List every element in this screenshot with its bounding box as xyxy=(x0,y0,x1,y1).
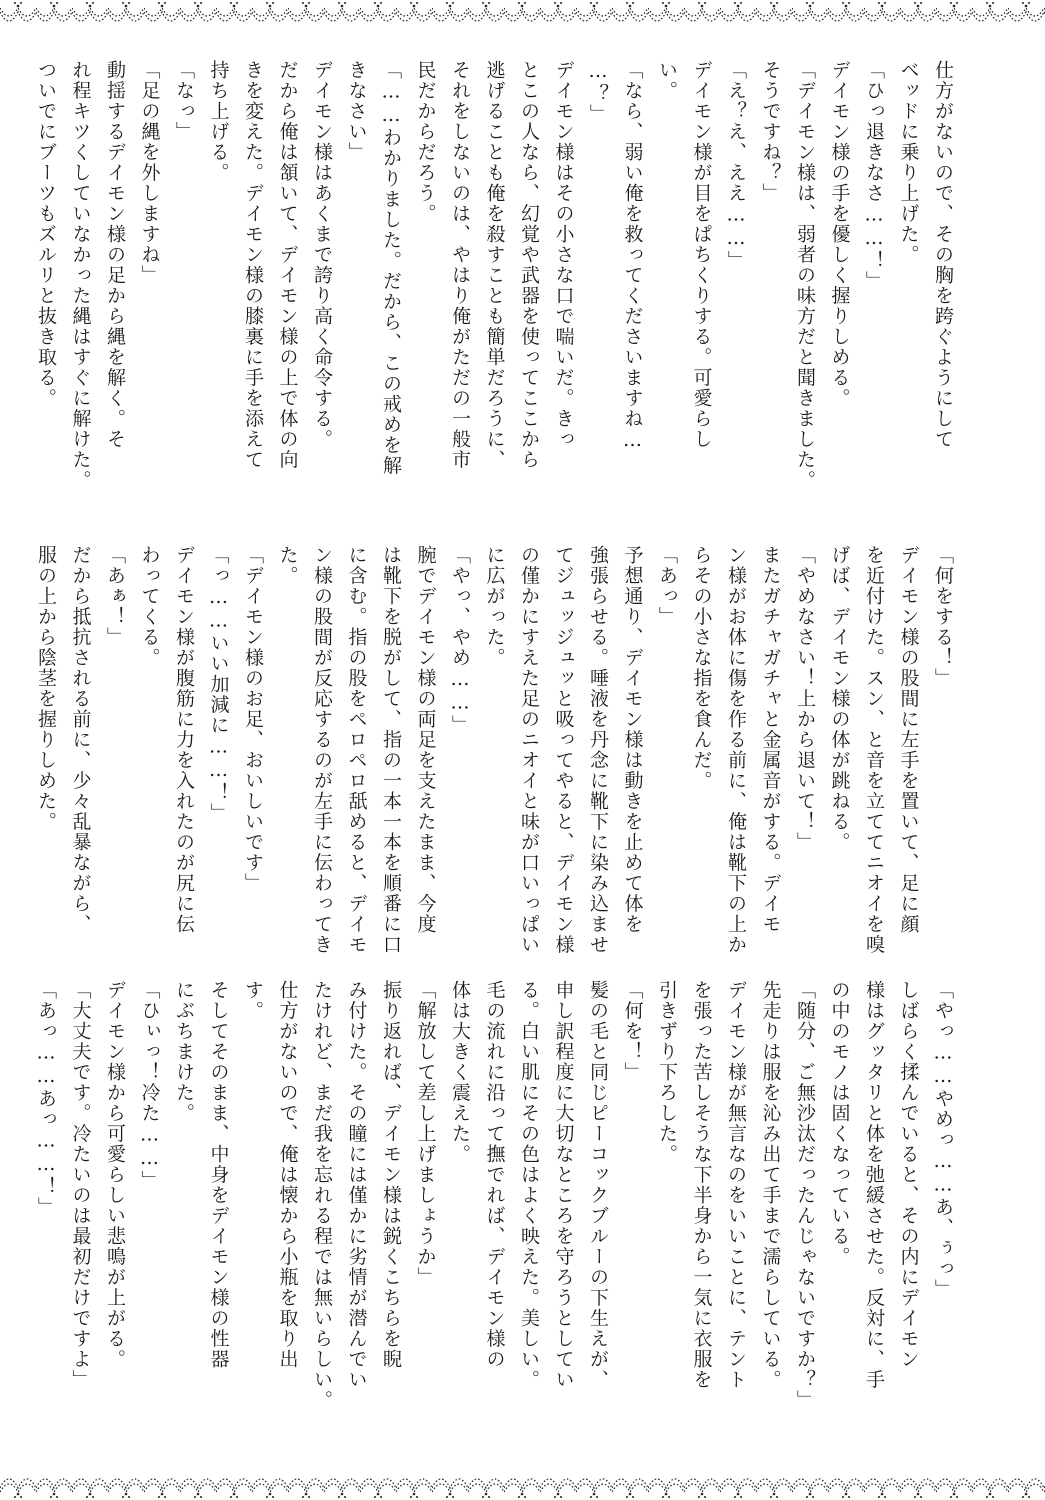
text-line: きなさい」 xyxy=(345,60,368,163)
text-line: らその小さな指を食んだ。 xyxy=(690,545,713,791)
text-line: れ程キツくしていなかった縄はすぐに解けた。 xyxy=(69,60,92,491)
bottom-decorative-border xyxy=(0,1460,1045,1500)
text-line: デイモン様はあくまで誇り高く命令する。 xyxy=(311,60,333,450)
text-line: またガチャガチャと金属音がする。デイモ xyxy=(759,545,782,935)
text-line: 逃げることも俺を殺すことも簡単だろうに、 xyxy=(483,60,506,470)
text-line: …？」 xyxy=(587,60,609,125)
text-line: に含む。指の股をペロペロ舐めると、デイモ xyxy=(345,545,368,955)
text-line: 「やっ、やめ……」 xyxy=(449,545,471,736)
text-line: 「なっ」 xyxy=(173,60,195,142)
text-line: 「デイモン様は、弱者の味方だと聞きました。 xyxy=(794,60,816,491)
text-line: 「なら、弱い俺を救ってくださいますね… xyxy=(621,60,644,453)
text-line: 振り返れば、デイモン様は鋭くこちらを睨 xyxy=(380,980,402,1370)
text-line: そうですね？」 xyxy=(759,60,782,204)
text-line: 予想通り、デイモン様は動きを止めて体を xyxy=(621,545,644,935)
text-line: み付けた。その瞳には僅かに劣情が潜んでい xyxy=(345,980,368,1390)
lace-border-top-icon xyxy=(0,0,1045,40)
text-line: 「あっ……あっ……！」 xyxy=(35,980,57,1218)
text-line: の僅かにすえた足のニオイと味が口いっぱい xyxy=(518,545,540,955)
text-line: は靴下を脱がして、指の一本一本を順番に口 xyxy=(380,545,402,955)
text-line: 申し訳程度に大切なところを守ろうとしてい xyxy=(552,980,575,1390)
lace-border-bottom-icon xyxy=(0,1460,1045,1500)
text-line: 様はグッタリと体を弛緩させた。反対に、手 xyxy=(863,980,885,1390)
text-line: 「随分、ご無沙汰だったんじゃないですか？」 xyxy=(794,980,816,1411)
text-line: 動揺するデイモン様の足から縄を解く。そ xyxy=(104,60,126,450)
text-line: 強張らせる。唾液を丹念に靴下に染み込ませ xyxy=(587,545,609,955)
text-line: デイモン様の手を優しく握りしめる。 xyxy=(828,60,851,409)
text-line: 「ひっ退きなさ……！」 xyxy=(863,60,885,292)
text-line: 「やめなさい！上から退いて！」 xyxy=(794,545,816,853)
text-line: デイモン様から可愛らしい悲鳴が上がる。 xyxy=(104,980,126,1370)
text-line: 「……わかりました。だから、この戒めを解 xyxy=(380,60,402,476)
text-line: とこの人なら、幻覚や武器を使ってここから xyxy=(518,60,540,470)
text-line: 「え？え、ええ……」 xyxy=(725,60,747,271)
text-line: デイモン様の股間に左手を置いて、足に顔 xyxy=(897,545,920,935)
text-line: だから俺は頷いて、デイモン様の上で体の向 xyxy=(276,60,299,470)
text-line: る。白い肌にその色はよく映えた。美しい。 xyxy=(518,980,540,1390)
text-line: 民だからだろう。 xyxy=(414,60,437,224)
text-line: 先走りは服を沁み出て手まで濡らしている。 xyxy=(759,980,782,1390)
text-line: 仕方がないので、俺は懐から小瓶を取り出 xyxy=(276,980,299,1370)
text-line: 「何をする！」 xyxy=(932,545,954,689)
text-line: 「やっ……やめっ……あ、ぅっ」 xyxy=(932,980,954,1300)
text-line: そしてそのまま、中身をデイモン様の性器 xyxy=(207,980,230,1370)
text-line: ベッドに乗り上げた。 xyxy=(897,60,920,265)
text-line: デイモン様が目をぱちくりする。可愛らし xyxy=(690,60,713,450)
text-line: の中のモノは固くなっている。 xyxy=(828,980,851,1267)
text-line: 体は大きく震えた。 xyxy=(449,980,471,1165)
text-line: 毛の流れに沿って撫でれば、デイモン様の xyxy=(483,980,506,1370)
text-line: 引きずり下ろした。 xyxy=(656,980,678,1165)
text-block-top xyxy=(35,60,960,491)
text-line: デイモン様はその小さな口で喘いだ。きっ xyxy=(552,60,575,450)
text-line: それをしないのは、やはり俺がただの一般市 xyxy=(449,60,471,470)
text-line: てジュッジュッと吸ってやると、デイモン様 xyxy=(552,545,575,955)
text-line: い。 xyxy=(656,60,678,101)
text-line: 「デイモン様のお足、おいしいです」 xyxy=(242,545,264,894)
text-line: 「あっ」 xyxy=(656,545,678,627)
text-line: わってくる。 xyxy=(138,545,161,668)
text-block-bottom xyxy=(35,980,960,1411)
text-line: 持ち上げる。 xyxy=(207,60,230,183)
text-line: 「解放して差し上げましょうか」 xyxy=(414,980,437,1288)
text-line: を近付けた。スン、と音を立ててニオイを嗅 xyxy=(863,545,885,955)
text-line: す。 xyxy=(242,980,264,1021)
text-line: げば、デイモン様の体が跳ねる。 xyxy=(828,545,851,853)
text-line: ン様がお体に傷を作る前に、俺は靴下の上か xyxy=(725,545,747,955)
text-line: 「何を！」 xyxy=(621,980,644,1083)
text-line: た。 xyxy=(276,545,299,586)
text-line: デイモン様が無言なのをいいことに、テント xyxy=(725,980,747,1390)
text-line: 服の上から陰茎を握りしめた。 xyxy=(35,545,57,832)
text-line: を張った苦しそうな下半身から一気に衣服を xyxy=(690,980,713,1390)
text-line: きを変えた。デイモン様の膝裏に手を添えて xyxy=(242,60,264,470)
text-line: だから抵抗される前に、少々乱暴ながら、 xyxy=(69,545,92,935)
text-line: デイモン様が腹筋に力を入れたのが尻に伝 xyxy=(173,545,195,935)
text-line: にぶちまけた。 xyxy=(173,980,195,1124)
text-line: 髪の毛と同じピーコックブルーの下生えが、 xyxy=(587,980,609,1390)
text-line: たけれど、まだ我を忘れる程では無いらしい。 xyxy=(311,980,333,1411)
text-line: ン様の股間が反応するのが左手に伝わってき xyxy=(311,545,333,955)
text-line: 「大丈夫です。冷たいのは最初だけですよ」 xyxy=(69,980,92,1390)
text-line: 「足の縄を外しますね」 xyxy=(138,60,161,286)
text-block-middle xyxy=(35,545,960,975)
top-decorative-border xyxy=(0,0,1045,40)
text-line: 仕方がないので、その胸を跨ぐようにして xyxy=(932,60,954,450)
text-line: しばらく揉んでいると、その内にデイモン xyxy=(897,980,920,1370)
text-line: 「あぁ！」 xyxy=(104,545,126,648)
text-line: 「っ……いい加減に……！」 xyxy=(207,545,230,824)
text-line: 「ひぃっ！冷た……」 xyxy=(138,980,161,1191)
text-line: ついでにブーツもズルリと抜き取る。 xyxy=(35,60,57,409)
text-line: 腕でデイモン様の両足を支えたまま、今度 xyxy=(414,545,437,935)
text-line: に広がった。 xyxy=(483,545,506,668)
